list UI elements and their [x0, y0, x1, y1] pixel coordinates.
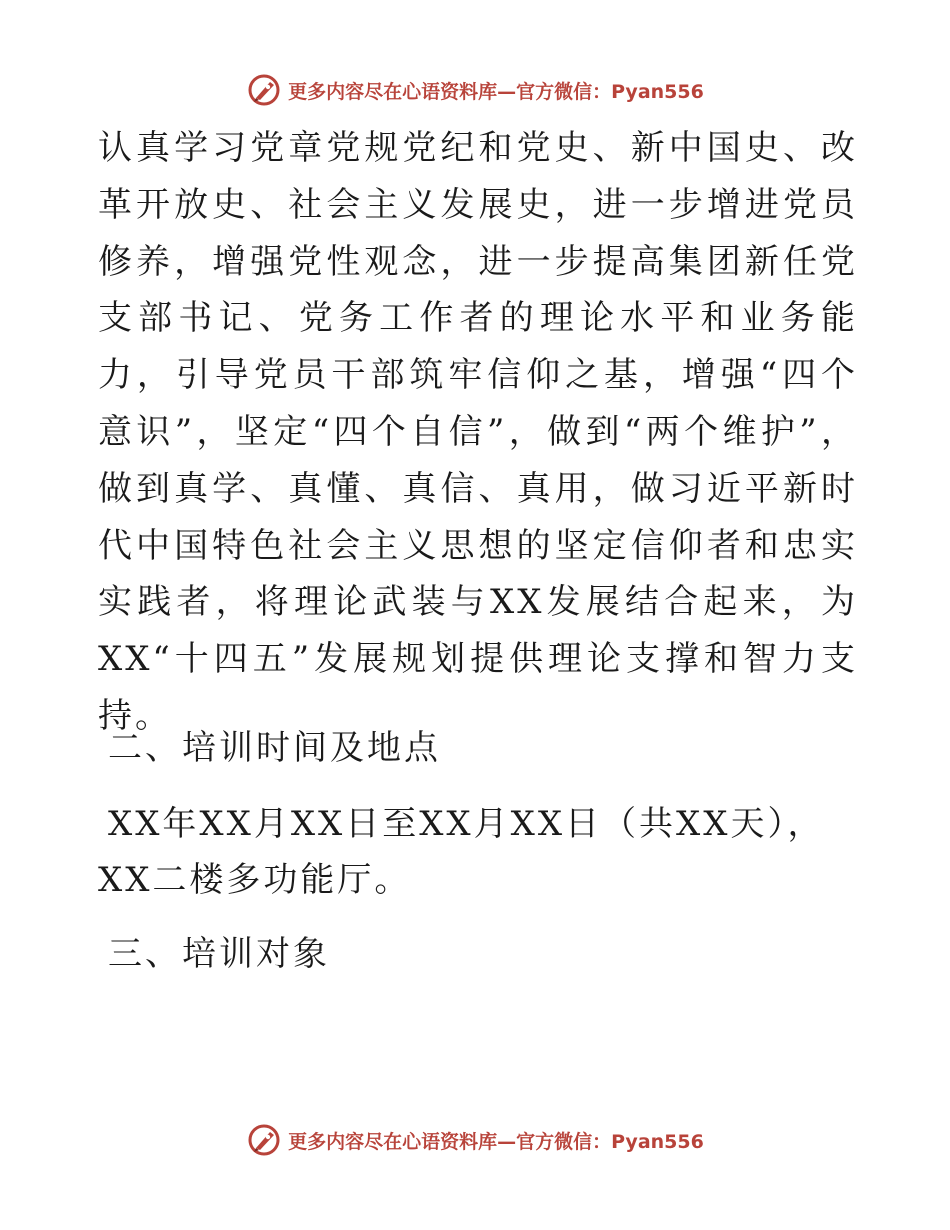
pen-logo-icon — [246, 72, 282, 108]
header-banner-text: 更多内容尽在心语资料库—官方微信：Pyan556 — [288, 80, 704, 103]
pen-logo-icon — [246, 1122, 282, 1158]
header-watermark-banner — [0, 68, 950, 112]
section-3-heading: 三、培训对象 — [108, 934, 330, 974]
section-2-heading: 二、培训时间及地点 — [108, 728, 441, 768]
section-2-text: XX年XX月XX日至XX月XX日（共XX天），XX二楼多功能厅。 — [98, 804, 825, 900]
body-paragraph: 认真学习党章党规党纪和党史、新中国史、改革开放史、社会主义发展史，进一步增进党员修养，增强党性观念，进一步提高集团新任党支部书记、党务工作者的理论水平和业务能力，引导党员干部筑牢信仰之基，增强“四个意识”，坚定“四个自信”，做到“两个维护”，做到真学、真懂、真信、真用，做习近平新时代中国特色社会主义思想的坚定信仰者和忠实实践者，将理论武装与XX发展结合起来，为XX“十四五”发展规划提供理论支撑和智力支持。 — [98, 128, 858, 736]
footer-watermark-banner — [0, 1118, 950, 1162]
footer-banner-text: 更多内容尽在心语资料库—官方微信：Pyan556 — [288, 1130, 704, 1153]
